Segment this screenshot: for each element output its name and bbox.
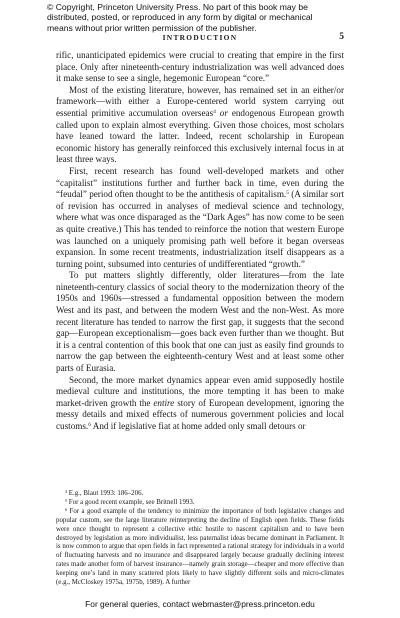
page-number: 5 [339, 32, 344, 42]
paragraph-text: rific, unanticipated epidemics were crucial to creating that empire in the first place. Only after nineteenth-century industrialization was well advanced does it make sense to see a single, hegemonic European “core.” [56, 50, 344, 84]
page-header [56, 33, 344, 45]
footnote [56, 499, 344, 508]
footnote-marker: 4 [213, 108, 216, 115]
body-paragraph [56, 50, 344, 85]
footnote-text: For a good recent example, see Britnell 1993. [67, 498, 195, 506]
body-paragraph [56, 166, 344, 270]
footnote [56, 508, 344, 588]
paragraph-text: First, recent research has found well-developed markets and other “capitalist” institutions further and further back in time, even during the “feudal” period often thought to be the antithesis of capitalism. [56, 165, 344, 200]
body-text [56, 50, 344, 433]
paragraph-text: story of European development, ignoring the messy details and mixed effects of numerous government policies and local customs. [56, 397, 344, 431]
footnote-marker: 6 [88, 421, 91, 428]
footnote-number: 4 [65, 488, 68, 494]
paragraph-text: Most of the existing literature, however, has remained set in an either/or framework—with either a Europe-centered world system carrying out essential primitive accumulation overseas [56, 84, 344, 118]
emphasis-text: entire [153, 397, 175, 408]
body-paragraph [56, 85, 344, 166]
body-paragraph [56, 270, 344, 374]
paragraph-text: To put matters slightly differently, older literatures—from the late nineteenth-century classics of social theory to the modernization theory of the 1950s and 1960s—stressed a fundamental opposition between the modern West and its past, and between the modern West and the non-West. As more recent literature has tended to narrow the first gap, it suggests that the second gap—European exceptionalism—goes back even further than we thought. But it is a central contention of this book that one can just as easily find grounds to narrow the gap between the eighteenth-century West and at least some other parts of Eurasia. [56, 270, 344, 374]
paragraph-text: And if legislative fiat at home added only small detours or [90, 421, 306, 431]
copyright-line: © Copyright, Princeton University Press. No part of this book may be [47, 2, 308, 12]
paragraph-text: Second, the more market dynamics appear even amid supposedly hostile medieval culture and institutions, the more tempting it has been to make market-driven growth the [56, 374, 344, 408]
footer-contact: For general queries, contact webmaster@press.princeton.edu [85, 599, 315, 609]
footnotes [56, 490, 344, 588]
footnote-text: E.g., Blaut 1993: 186–206. [67, 490, 144, 497]
footnote-marker: 5 [286, 190, 289, 197]
copyright-line: means without prior written permission of the publisher. [47, 22, 257, 33]
footnote-number: 5 [65, 497, 68, 503]
paragraph-text: endogenous European growth called upon to explain almost everything. Given those choices, most scholars have leaned toward the latter. Indeed, recent scholarship in European economic history has generally reinforced this exclusively internal focus in at least three ways. [56, 107, 345, 165]
emphasis-text: or [219, 107, 228, 118]
paragraph-text: (A similar sort of revision has occurred in analyses of medieval science and technology, where what was once disparaged as the “Dark Ages” has now come to be seen as quite creative.) This has tended to reinforce the notion that western Europe was launched on a uniquely promising path well before it began overseas expansion. In some recent treatments, industrialization itself disappears as a turning point, subsumed into centuries of undifferentiated “growth.” [56, 189, 344, 269]
footnote-text: For a good example of the tendency to minimize the importance of both legislative changes and popular custom, see the large literature reinterpreting the decline of English open fields. These fields were once thought to represent a collective ethic hostile to nascent capitalism and to have been destroyed by legislation as more individualist, less paternalist ideas became dominant in Parliament. It is now common to argue that open fields in fact represented a rational strategy for individuals in a world of fluctuating harvests and no insurance and disappeared largely because gradually declining interest rates made another form of harvest insurance—namely grain storage—cheaper and more effective than keeping one’s land in many scattered plots likely to have slightly different soils and micro-climates (e.g., McCloskey 1975a, 1975b, 1989). A further [56, 507, 344, 587]
copyright-notice [0, 2, 400, 33]
footnote-number: 6 [65, 506, 68, 512]
footnote [56, 490, 344, 499]
copyright-line: distributed, posted, or reproduced in any form by digital or mechanical [47, 12, 313, 23]
running-head: INTRODUCTION [162, 33, 238, 42]
body-paragraph [56, 375, 344, 433]
